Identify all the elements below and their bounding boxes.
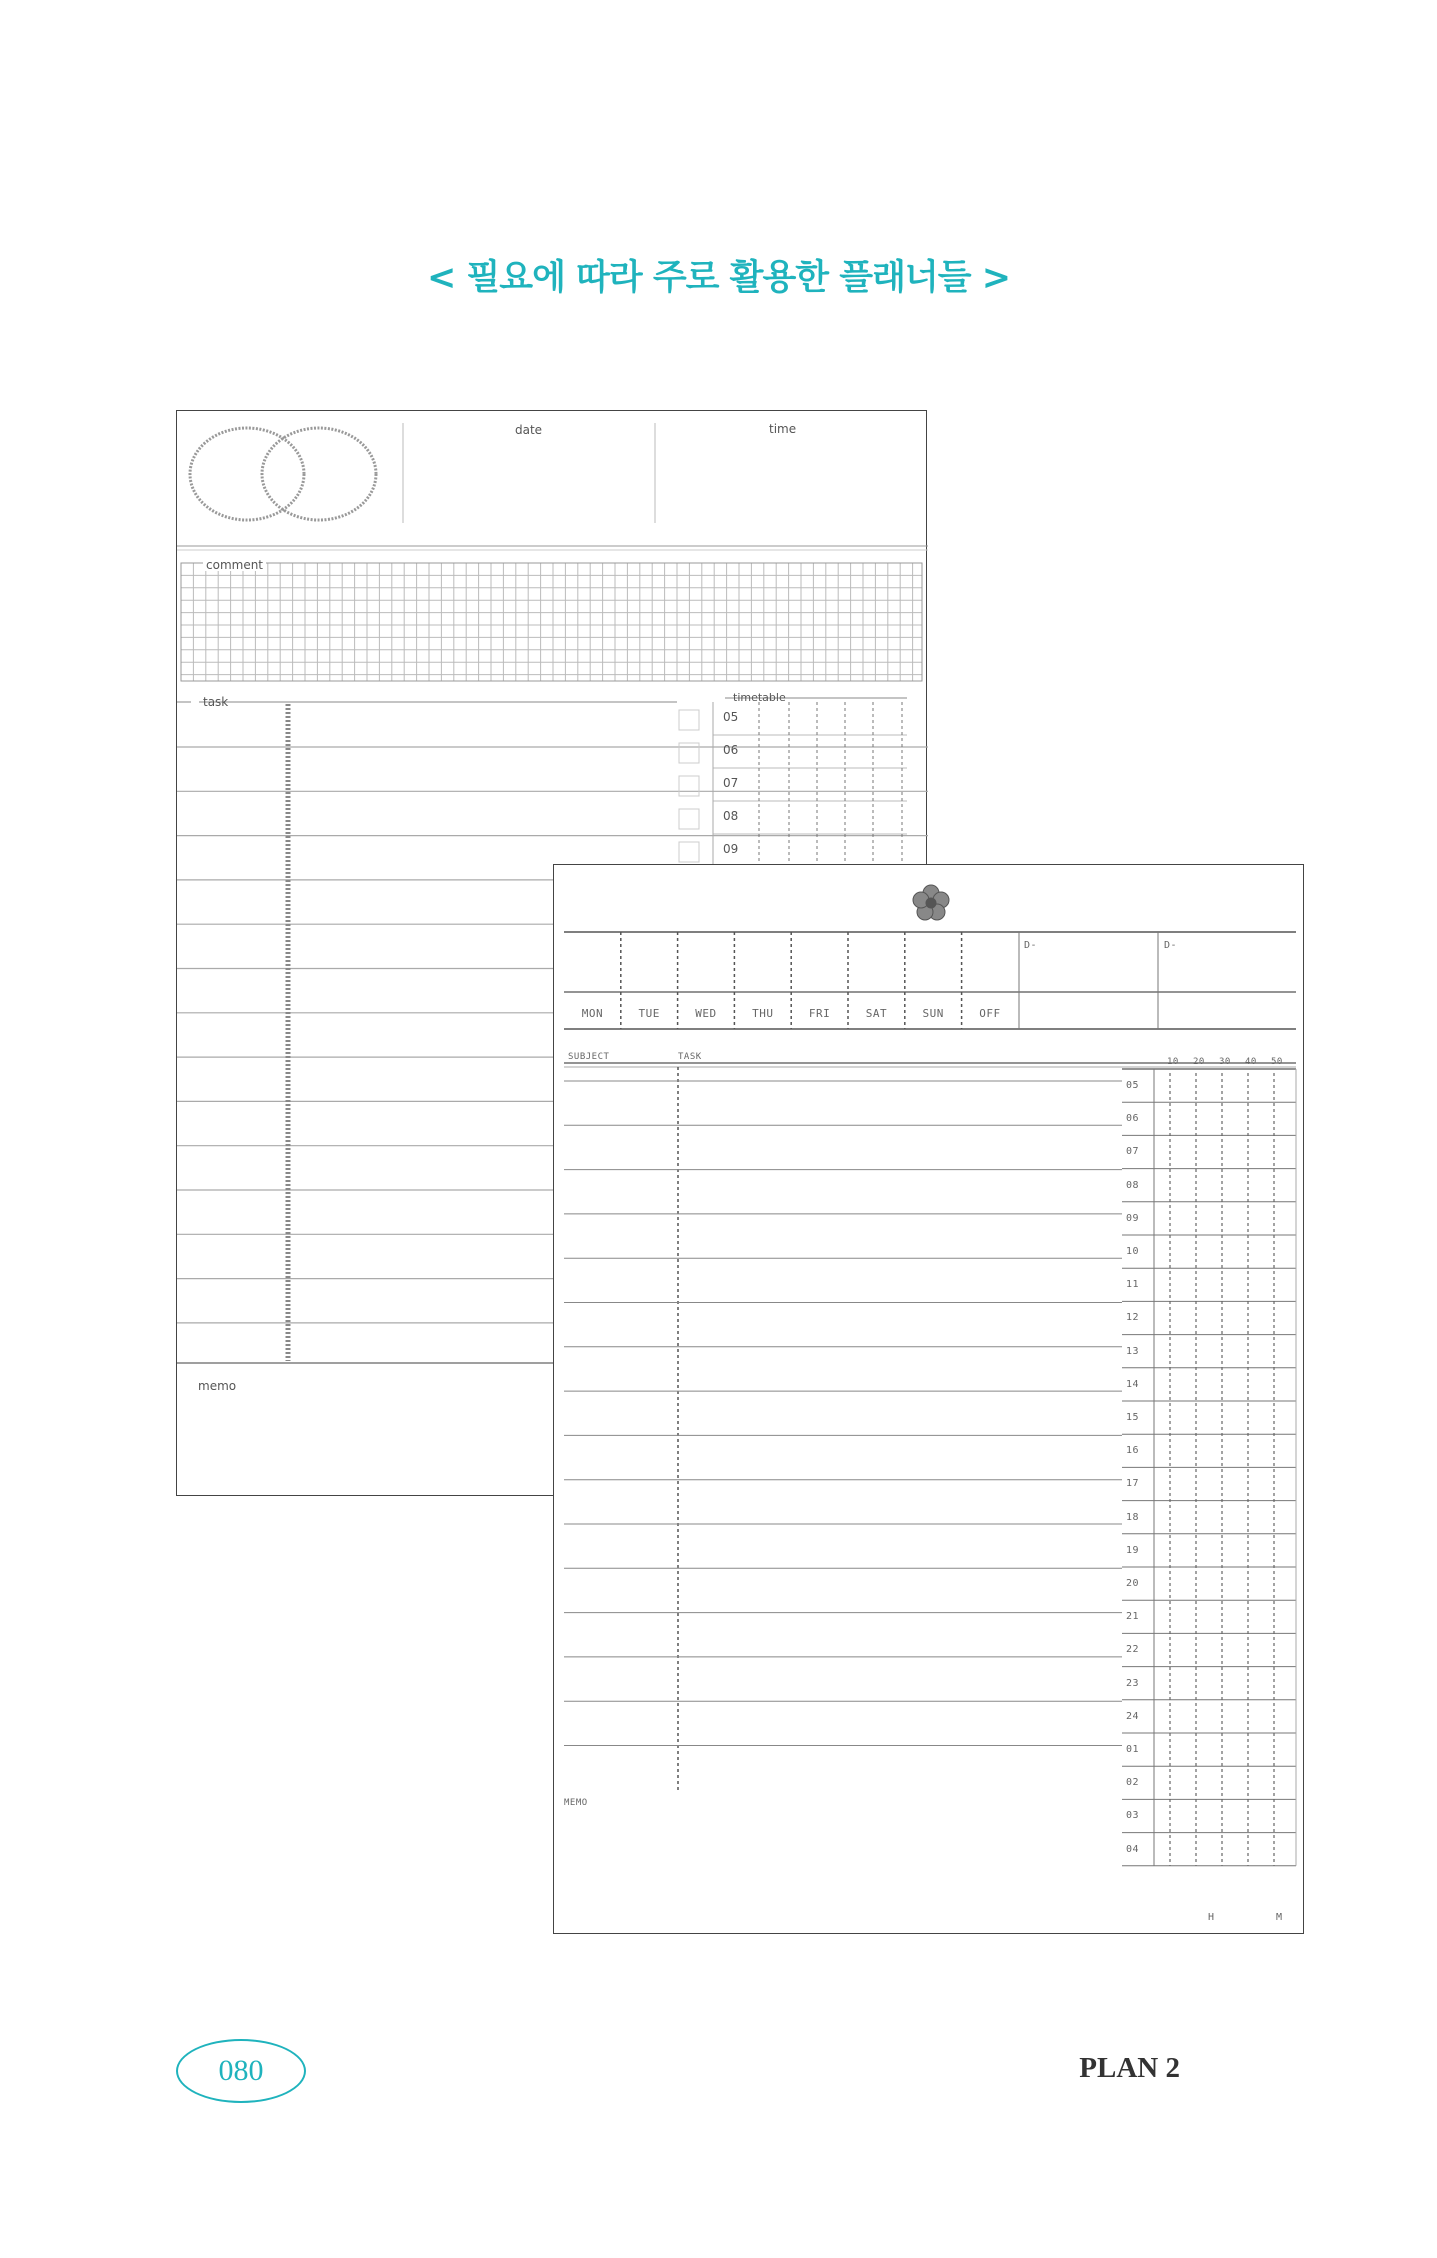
day-wed: WED <box>695 1007 717 1020</box>
hour-02: 02 <box>1126 1777 1140 1789</box>
memo-label: MEMO <box>564 1798 588 1808</box>
flower-ornament-icon <box>913 885 949 920</box>
timetable-hour-07: 07 <box>723 776 739 790</box>
hour-08: 08 <box>1126 1179 1140 1191</box>
hour-06: 06 <box>1126 1113 1140 1125</box>
day-thu: THU <box>752 1007 774 1020</box>
page-number-badge: 080 <box>176 2039 306 2103</box>
hour-03: 03 <box>1126 1810 1140 1822</box>
hour-20: 20 <box>1126 1578 1140 1589</box>
weekly-study-planner-sheet <box>553 864 1304 1934</box>
hour-17: 17 <box>1126 1478 1140 1490</box>
day-off: OFF <box>979 1007 1001 1020</box>
timetable-hour-08: 08 <box>723 809 739 823</box>
minute-mark-50: 50 <box>1271 1057 1283 1067</box>
hour-23: 23 <box>1126 1677 1140 1689</box>
hour-19: 19 <box>1126 1544 1140 1556</box>
hour-10: 10 <box>1126 1246 1140 1257</box>
subject-label: SUBJECT <box>568 1052 610 1062</box>
hour-13: 13 <box>1126 1345 1140 1357</box>
hour-15: 15 <box>1126 1412 1140 1423</box>
timetable-hour-09: 09 <box>723 842 739 856</box>
planner-2-grid <box>554 865 1305 1935</box>
page-title: < 필요에 따라 주로 활용한 플래너들 > <box>426 258 1011 298</box>
comment-label: comment <box>203 559 266 571</box>
hour-24: 24 <box>1126 1710 1140 1722</box>
task-label: TASK <box>678 1052 702 1062</box>
minute-mark-20: 20 <box>1193 1057 1205 1067</box>
hour-09: 09 <box>1126 1212 1140 1224</box>
hour-21: 21 <box>1126 1611 1140 1623</box>
hour-22: 22 <box>1126 1644 1140 1656</box>
time-label: time <box>769 422 797 436</box>
hour-16: 16 <box>1126 1445 1140 1457</box>
total-hours-label: H <box>1208 1912 1215 1923</box>
timetable-hour-06: 06 <box>723 743 739 757</box>
timetable-label: timetable <box>733 691 786 704</box>
hour-11: 11 <box>1126 1279 1140 1291</box>
minute-mark-40: 40 <box>1245 1057 1257 1067</box>
d-day-label: D- <box>1164 940 1178 951</box>
total-minutes-label: M <box>1276 1912 1283 1923</box>
minute-mark-30: 30 <box>1219 1057 1231 1067</box>
day-sun: SUN <box>922 1007 944 1020</box>
hour-07: 07 <box>1126 1146 1140 1158</box>
task-label: task <box>203 695 229 709</box>
hour-18: 18 <box>1126 1511 1140 1523</box>
infinity-ornament-icon <box>190 428 376 520</box>
hour-12: 12 <box>1126 1312 1140 1324</box>
hour-14: 14 <box>1126 1378 1140 1390</box>
day-fri: FRI <box>808 1007 831 1020</box>
minute-mark-10: 10 <box>1167 1057 1179 1067</box>
day-mon: MON <box>581 1007 604 1020</box>
day-sat: SAT <box>865 1007 888 1020</box>
timetable-hour-05: 05 <box>723 710 739 724</box>
day-tue: TUE <box>638 1007 660 1020</box>
hour-05: 05 <box>1126 1080 1140 1091</box>
memo-label: memo <box>198 1379 237 1393</box>
date-label: date <box>515 423 543 437</box>
hour-01: 01 <box>1126 1744 1140 1755</box>
section-label: PLAN 2 <box>1079 2052 1180 2084</box>
d-day-label: D- <box>1024 940 1038 951</box>
hour-04: 04 <box>1126 1843 1140 1855</box>
